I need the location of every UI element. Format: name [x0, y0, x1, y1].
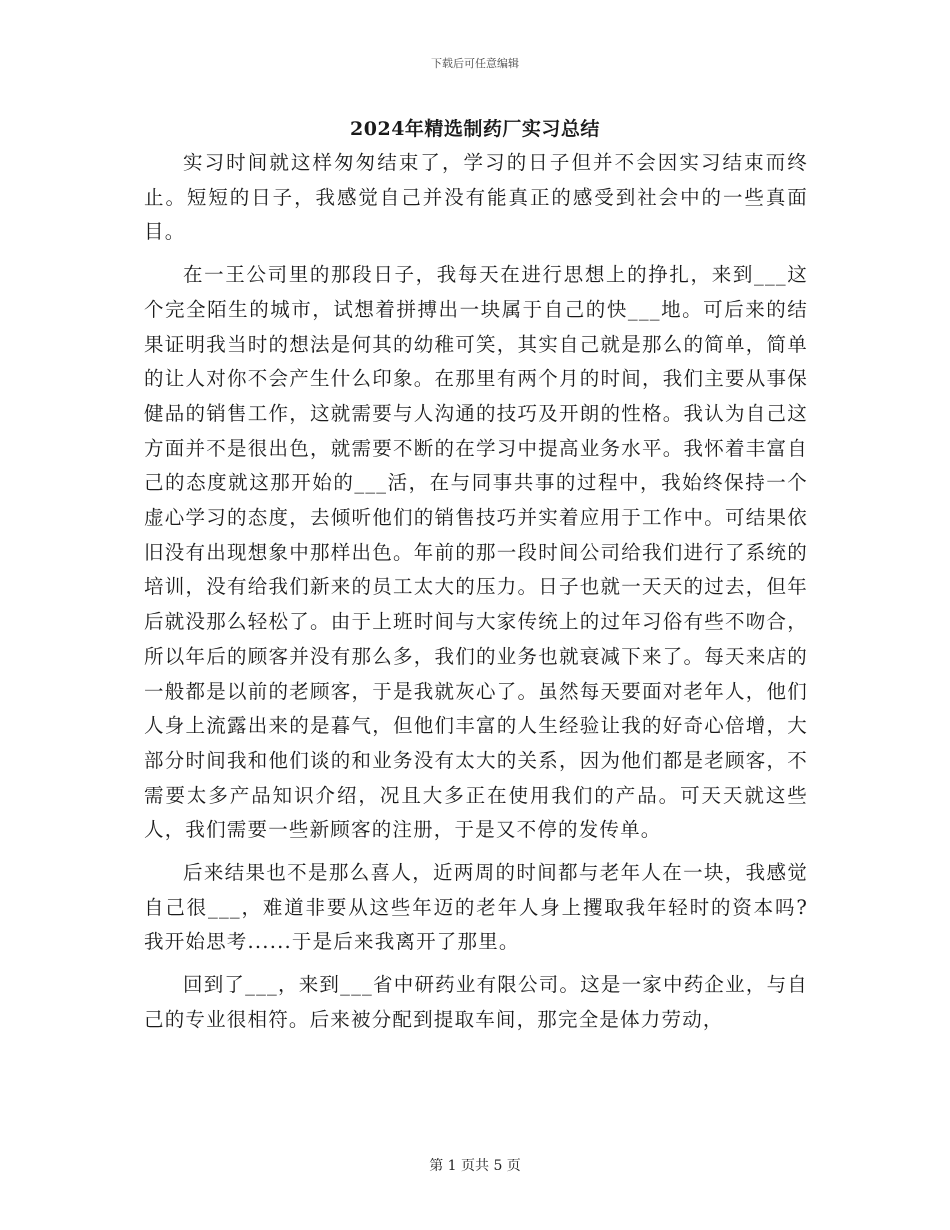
header-note: 下载后可任意编辑: [431, 57, 519, 70]
paragraph-1: 实习时间就这样匆匆结束了，学习的日子但并不会因实习结束而终止。短短的日子，我感觉自己并没有能真正的感受到社会中的一些真面目。: [144, 151, 808, 244]
paragraph-3: 后来结果也不是那么喜人，近两周的时间都与老年人在一块，我感觉自己很___，难道非要从这些年迈的老年人身上攫取我年轻时的资本吗?我开始思考......于是后来我离开了那里。: [144, 861, 808, 954]
paragraph-2: 在一王公司里的那段日子，我每天在进行思想上的挣扎，来到___这个完全陌生的城市，试想着拼搏出一块属于自己的快___地。可后来的结果证明我当时的想法是何其的幼稚可笑，其实自己就是那么的简单，简单的让人对你不会产生什么印象。在那里有两个月的时间，我们主要从事保健品的销售工作，这就需要与人沟通的技巧及开朗的性格。我认为自己这方面并不是很出色，就需要不断的在学习中提高业务水平。我怀着丰富自己的态度就这那开始的___活，在与同事共事的过程中，我始终保持一个虚心学习的态度，去倾听他们的销售技巧并实着应用于工作中。可结果依旧没有出现想象中那样出色。年前的那一段时间公司给我们进行了系统的培训，没有给我们新来的员工太大的压力。日子也就一天天的过去，但年后就没那么轻松了。由于上班时间与大家传统上的过年习俗有些不吻合，所以年后的顾客并没有那么多，我们的业务也就衰减下来了。每天来店的一般都是以前的老顾客，于是我就灰心了。虽然每天要面对老年人，他们人身上流露出来的是暮气，但他们丰富的人生经验让我的好奇心倍增，大部分时间我和他们谈的和业务没有太大的关系，因为他们都是老顾客，不需要太多产品知识介绍，况且大多正在使用我们的产品。可天天就这些人，我们需要一些新顾客的注册，于是又不停的发传单。: [144, 263, 808, 842]
page-number: 第 1 页共 5 页: [429, 1158, 521, 1174]
document-title: 2024年精选制药厂实习总结: [350, 118, 600, 140]
document-body: [144, 146, 808, 1046]
paragraph-4: 回到了___，来到___省中研药业有限公司。这是一家中药企业，与自己的专业很相符。后来被分配到提取车间，那完全是体力劳动，: [144, 973, 808, 1031]
